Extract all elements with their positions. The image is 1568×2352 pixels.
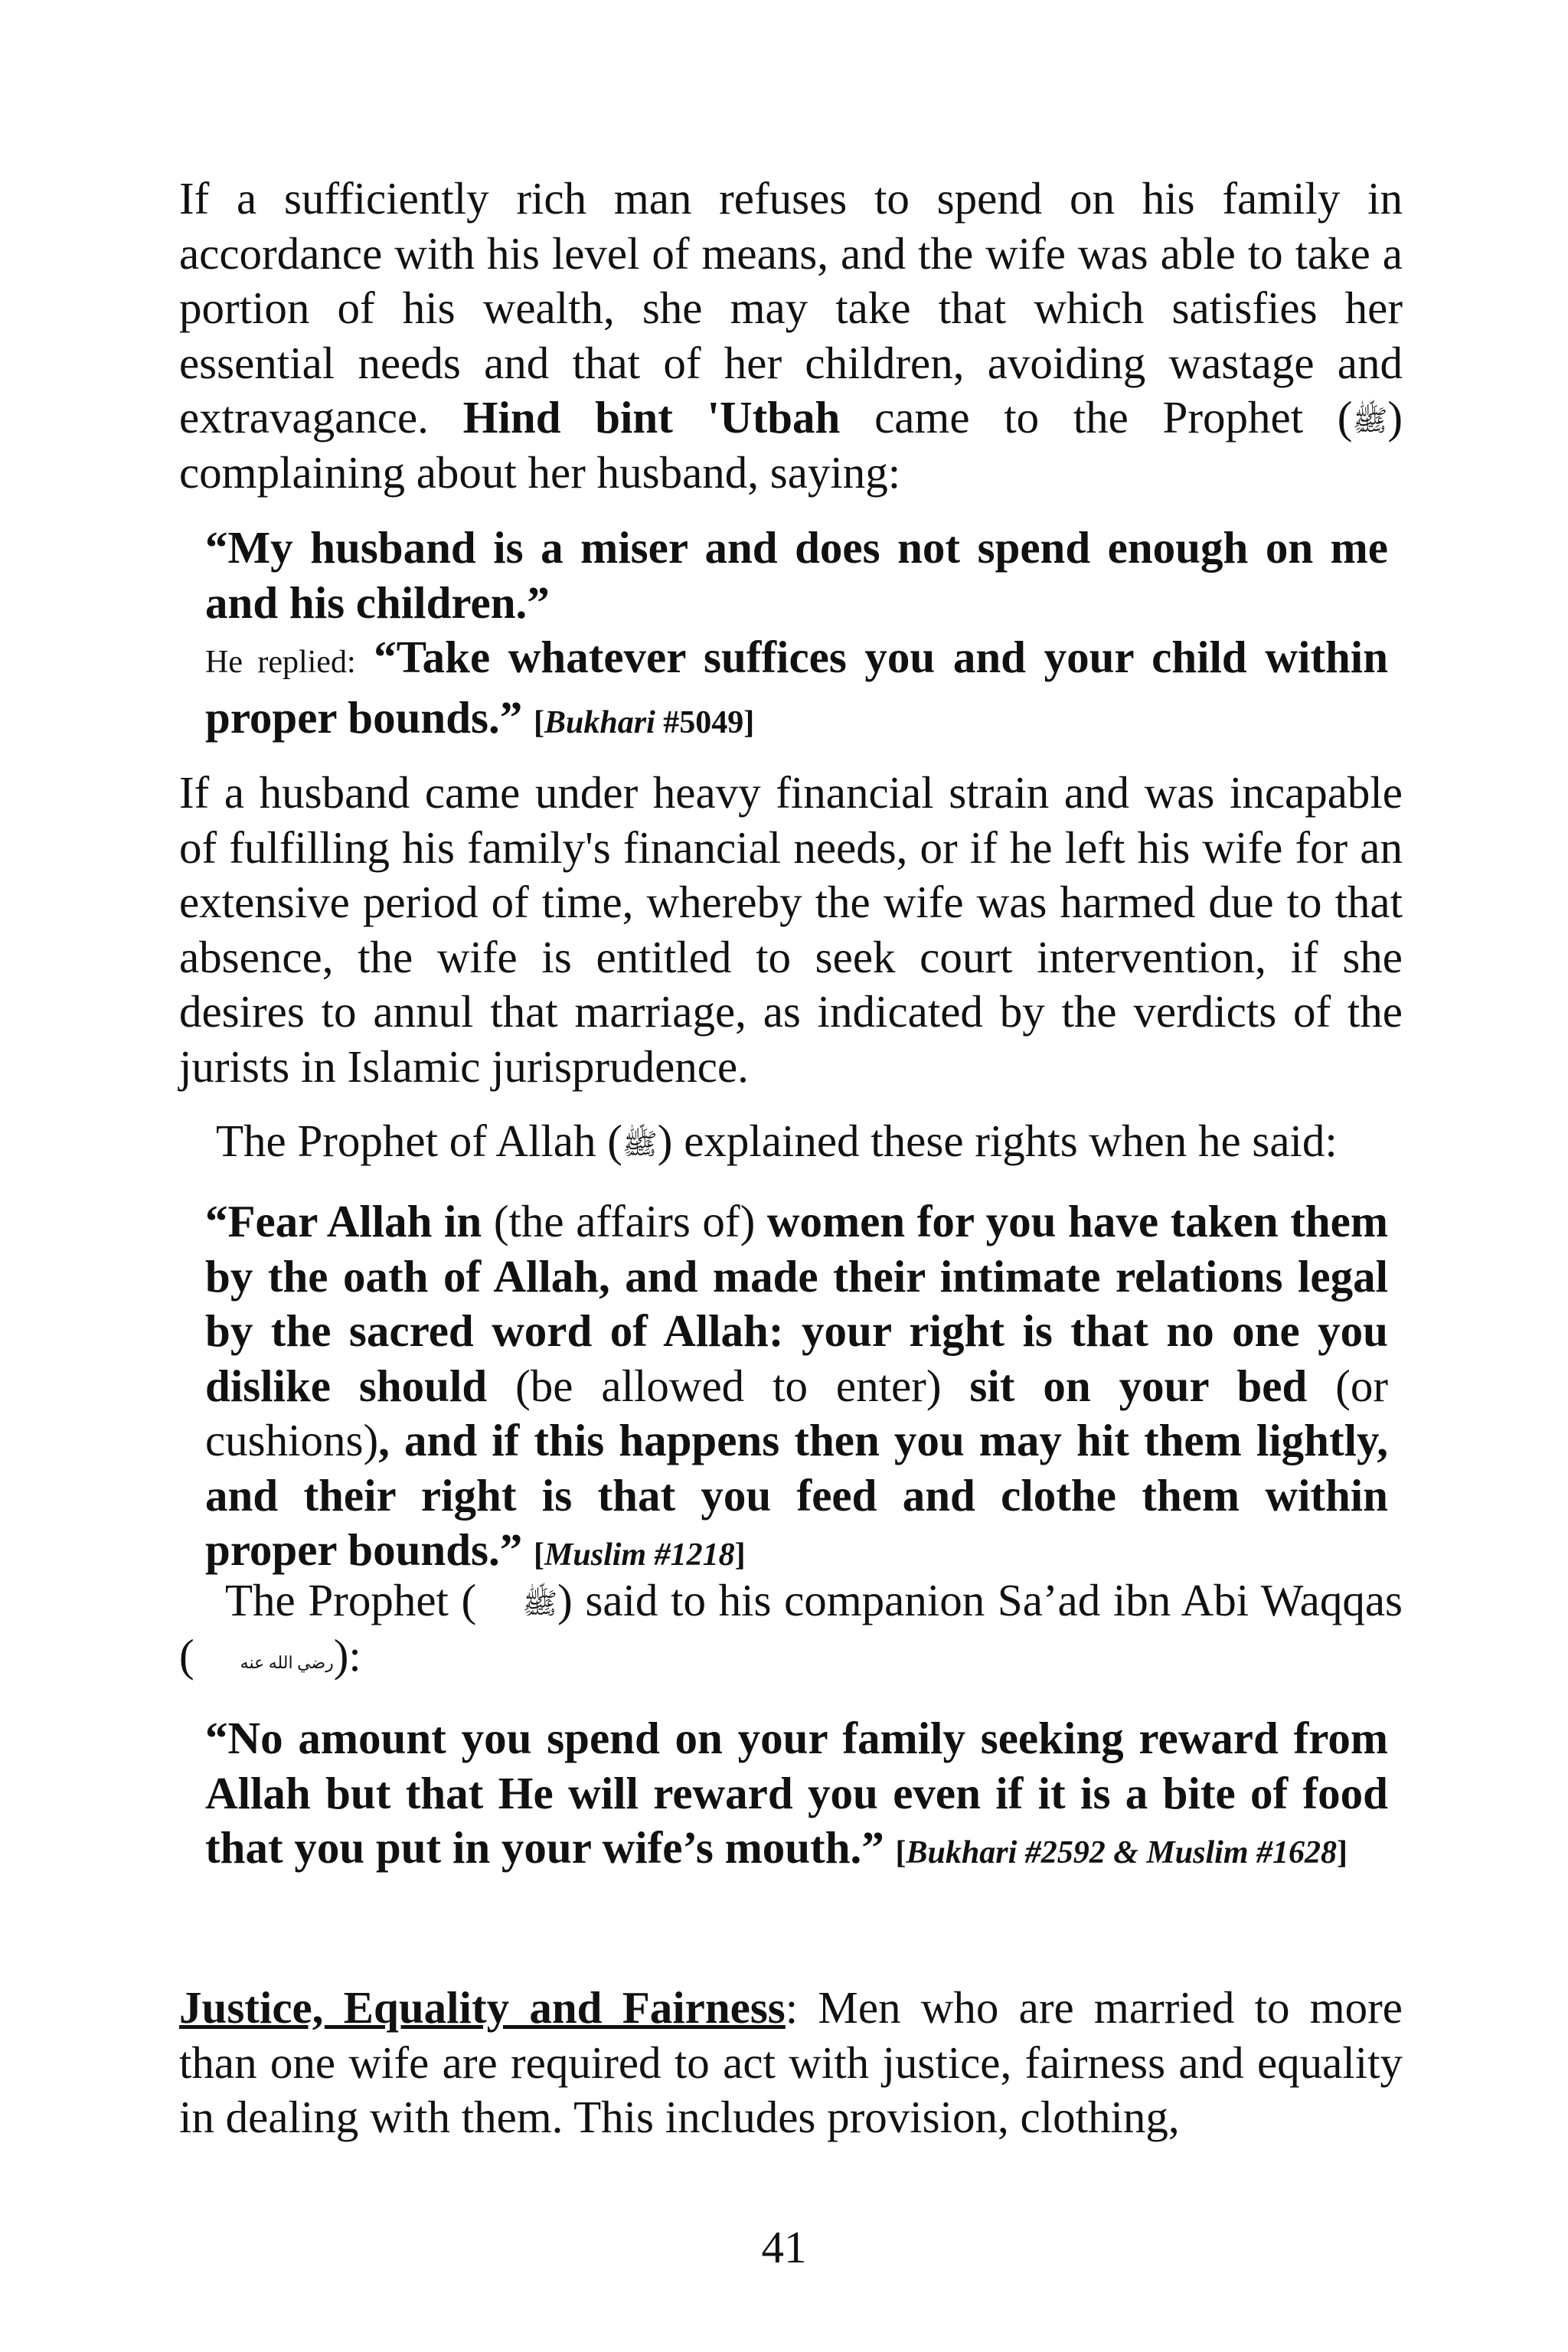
quote-1-replied: He replied: (205, 645, 356, 680)
paragraph-2 (179, 766, 1403, 1094)
paragraph-1-text-b: came to the Prophet ( (874, 392, 1353, 443)
quote-2: “Fear Allah in (the affairs of) women for you have taken them by the oath of Allah, and made their intimate relations legal by the sacred word of Allah: your right is that no one you dislike should (be allowed to enter) sit on your bed (or cushions), and if this happens then you may hit them lightly, and their right is that you feed and clothe them within proper bounds.” [Muslim #1218] (205, 1196, 1389, 1575)
section-heading: Justice, Equality and Fairness (179, 1982, 786, 2033)
salawat-honorific: ﷺ (622, 1129, 658, 1161)
paragraph-2-text: If a husband came under heavy financial strain and was incapable of fulfilling his family's financial needs, or if he left his wife for an extensive period of time, whereby the wife was harmed due to that absence, the wife is entitled to seek court intervention, if she desires to annul that marriage, as indicated by the verdicts of the jurists in Islamic jurisprudence. (179, 767, 1403, 1092)
paragraph-1-text: If a sufficiently rich man refuses to spend on his family in accordance with his level of means, and the wife was able to take a portion of his wealth, she may take that which satisfies her essential needs and that of her children, avoiding wastage and extravagance. (179, 173, 1403, 443)
paragraph-4: The Prophet ( ﷺ) said to his companion Sa’ad ibn Abi Waqqas ( رضي الله عنه): (179, 1575, 1403, 1681)
quote-1-text: “My husband is a miser and does not spend enough on me and his children.” (205, 522, 1388, 628)
name-hind-bint-utbah: Hind bint 'Utbah (462, 392, 841, 443)
quote-2-reference: [Muslim #1218] (534, 1537, 746, 1573)
quote-1-reference: [Bukhari #5049] (534, 704, 755, 740)
quote-3-reference: [Bukhari #2592 & Muslim #1628] (895, 1835, 1348, 1870)
paragraph-1 (179, 172, 1403, 500)
salawat-honorific: ﷺ (1352, 405, 1388, 437)
paragraph-5: Justice, Equality and Fairness: Men who are married to more than one wife are required to act with justice, fairness and equality in dealing with them. This includes provision, clothing, (179, 1982, 1403, 2142)
page-number: 41 (761, 2222, 807, 2272)
quote-1-answer: “Take whatever suffices you and your child within proper bounds.” (205, 632, 1389, 743)
salawat-honorific: ﷺ (522, 1588, 558, 1620)
paragraph-3: The Prophet of Allah (ﷺ) explained these rights when he said: (216, 1116, 1338, 1166)
radiallahu-honorific: رضي الله عنه (240, 1652, 334, 1672)
quote-3: “No amount you spend on your family seeking reward from Allah but that He will reward you even if it is a bite of food that you put in your wife’s mouth.” [Bukhari #2592 & Muslim #1628] (205, 1713, 1388, 1873)
paragraph-1-text-c: ) complaining about her husband, saying: (179, 392, 1403, 498)
quote-1 (205, 521, 1388, 750)
